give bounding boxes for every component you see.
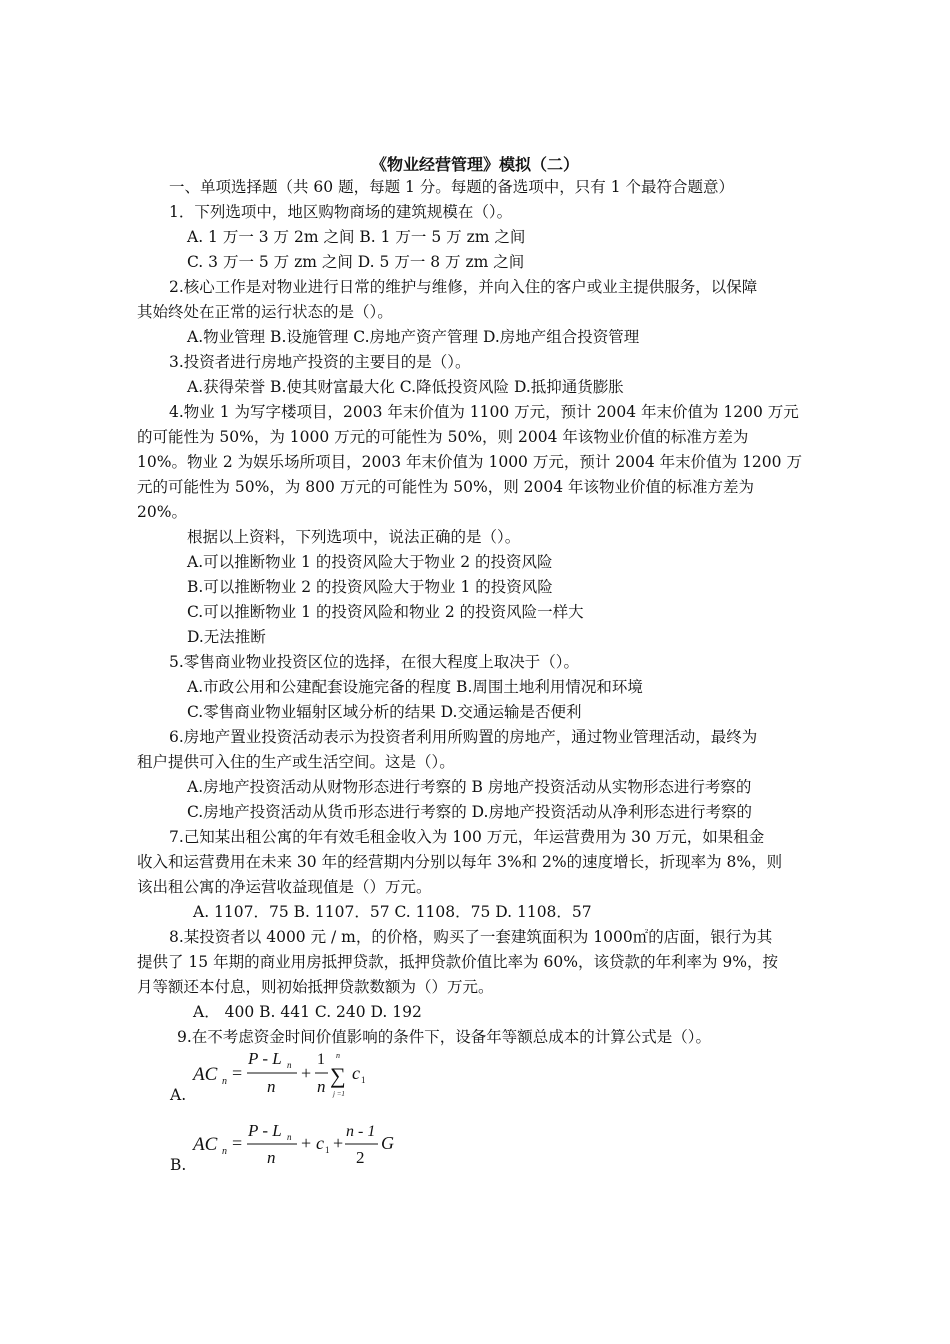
question-7-options: A. 1107．75 B. 1107．57 C. 1108．75 D. 1108．57 bbox=[193, 903, 592, 921]
formula-b-label: B. bbox=[170, 1156, 187, 1174]
formula-b-eq: = bbox=[232, 1133, 243, 1153]
question-8-options: A． 400 B. 441 C. 240 D. 192 bbox=[193, 1003, 422, 1021]
question-7-stem: 7.己知某出租公寓的年有效毛租金收入为 100 万元，年运营费用为 30 万元，如果租金 bbox=[169, 828, 765, 846]
formula-b-lhs-sub: n bbox=[222, 1146, 227, 1157]
formula-a-den: n bbox=[267, 1077, 276, 1096]
question-3-options: A.获得荣誉 B.使其财富最大化 C.降低投资风险 D.抵抑通货膨胀 bbox=[187, 378, 624, 396]
formula-a-num: P - L bbox=[248, 1049, 282, 1068]
question-8-stem-cont: 月等额还本付息，则初始抵押贷款数额为（）万元。 bbox=[137, 978, 494, 996]
question-4-stem-cont: 元的可能性为 50%，为 800 万元的可能性为 50%，则 2004 年该物业价值的标准方差为 bbox=[137, 478, 754, 496]
formula-b-frac2-den: 2 bbox=[356, 1148, 365, 1167]
question-1-options-cd: C. 3 万一 5 万 zm 之间 D. 5 万一 8 万 zm 之间 bbox=[187, 253, 525, 271]
section-heading: 一、单项选择题（共 60 题，每题 1 分。每题的备选项中，只有 1 个最符合题意） bbox=[169, 178, 735, 196]
formula-a-frac2-den: n bbox=[317, 1077, 326, 1096]
question-2-stem-cont: 其始终处在正常的运行状态的是（）。 bbox=[137, 303, 393, 321]
formula-b-frac2-num: n - 1 bbox=[346, 1123, 376, 1140]
formula-a-term: c bbox=[352, 1063, 360, 1083]
question-4-stem-cont: 20%。 bbox=[137, 503, 187, 521]
formula-b-lhs: AC bbox=[193, 1134, 218, 1155]
question-6-stem: 6.房地产置业投资活动表示为投资者利用所购置的房地产，通过物业管理活动，最终为 bbox=[169, 728, 758, 746]
question-5-stem: 5.零售商业物业投资区位的选择，在很大程度上取决于（）。 bbox=[169, 653, 580, 671]
question-1-stem: 1．下列选项中，地区购物商场的建筑规模在（）。 bbox=[169, 203, 513, 221]
question-4-option-d: D.无法推断 bbox=[187, 628, 266, 646]
question-6-options-ab: A.房地产投资活动从财物形态进行考察的 B 房地产投资活动从实物形态进行考察的 bbox=[187, 778, 752, 796]
formula-a-lhs-sub: n bbox=[222, 1076, 227, 1087]
document-title: 《物业经营管理》模拟（二） bbox=[370, 155, 579, 174]
formula-a-lhs: AC bbox=[193, 1064, 218, 1085]
question-8-stem: 8.某投资者以 4000 元 / m，的价格，购买了一套建筑面积为 1000㎡的店面，银行为其 bbox=[169, 928, 773, 946]
question-9-stem: 9.在不考虑资金时间价值影响的条件下，设备年等额总成本的计算公式是（）。 bbox=[177, 1028, 712, 1046]
formula-a-sigma: ∑ bbox=[330, 1063, 346, 1088]
formula-b-term-sub: 1 bbox=[325, 1145, 330, 1155]
question-7-stem-cont: 该出租公寓的净运营收益现值是（）万元。 bbox=[137, 878, 432, 896]
formula-a-frac2-num: 1 bbox=[317, 1051, 325, 1068]
question-6-options-cd: C.房地产投资活动从货币形态进行考察的 D.房地产投资活动从净利形态进行考察的 bbox=[187, 803, 752, 821]
question-8-stem-cont: 提供了 15 年期的商业用房抵押贷款，抵押贷款价值比率为 60%，该贷款的年利率为 9%，按 bbox=[137, 953, 778, 971]
formula-a-sigma-bottom: j =1 bbox=[333, 1090, 345, 1098]
question-2-options: A.物业管理 B.设施管理 C.房地产资产管理 D.房地产组合投资管理 bbox=[187, 328, 640, 346]
question-3-stem: 3.投资者进行房地产投资的主要目的是（）。 bbox=[169, 353, 471, 371]
formula-a-term-sub: 1 bbox=[361, 1075, 366, 1085]
question-7-stem-cont: 收入和运营费用在未来 30 年的经营期内分别以每年 3%和 2%的速度增长，折现率为 8%，则 bbox=[137, 853, 783, 871]
formula-a-eq: = bbox=[232, 1063, 243, 1083]
question-4-option-a: A.可以推断物业 1 的投资风险大于物业 2 的投资风险 bbox=[187, 553, 553, 571]
formula-b-num: P - L bbox=[248, 1121, 282, 1140]
question-2-stem: 2.核心工作是对物业进行日常的维护与维修，并向入住的客户或业主提供服务，以保障 bbox=[169, 278, 758, 296]
question-4-prompt: 根据以上资料，下列选项中，说法正确的是（）。 bbox=[187, 528, 521, 546]
question-4-stem: 4.物业 1 为写字楼项目，2003 年末价值为 1100 万元，预计 2004 年末价值为 1200 万元 bbox=[169, 403, 799, 421]
question-6-stem-cont: 租户提供可入住的生产或生活空间。这是（）。 bbox=[137, 753, 455, 771]
formula-a-num-sub: n bbox=[287, 1060, 292, 1070]
formula-b bbox=[188, 1118, 418, 1174]
formula-b-plus2: + bbox=[333, 1133, 344, 1153]
formula-a-label: A. bbox=[170, 1086, 187, 1104]
formula-a-sigma-top: n bbox=[336, 1051, 340, 1060]
formula-b-num-sub: n bbox=[287, 1132, 292, 1142]
formula-a bbox=[188, 1048, 388, 1104]
question-4-stem-cont: 的可能性为 50%，为 1000 万元的可能性为 50%，则 2004 年该物业价值的标准方差为 bbox=[137, 428, 749, 446]
question-5-options-cd: C.零售商业物业辐射区域分析的结果 D.交通运输是否便利 bbox=[187, 703, 582, 721]
formula-b-tail: G bbox=[381, 1133, 394, 1153]
question-5-options-ab: A.市政公用和公建配套设施完备的程度 B.周围土地利用情况和环境 bbox=[187, 678, 643, 696]
question-1-options-ab: A. 1 万一 3 万 2m 之间 B. 1 万一 5 万 zm 之间 bbox=[187, 228, 526, 246]
formula-a-plus: + bbox=[301, 1063, 312, 1083]
formula-b-plus1: + bbox=[301, 1133, 312, 1153]
formula-b-term: c bbox=[316, 1133, 324, 1153]
question-4-stem-cont: 10%。物业 2 为娱乐场所项目，2003 年末价值为 1000 万元，预计 2004 年末价值为 1200 万 bbox=[137, 453, 802, 471]
question-4-option-c: C.可以推断物业 1 的投资风险和物业 2 的投资风险一样大 bbox=[187, 603, 584, 621]
question-4-option-b: B.可以推断物业 2 的投资风险大于物业 1 的投资风险 bbox=[187, 578, 553, 596]
formula-b-den: n bbox=[267, 1148, 276, 1167]
